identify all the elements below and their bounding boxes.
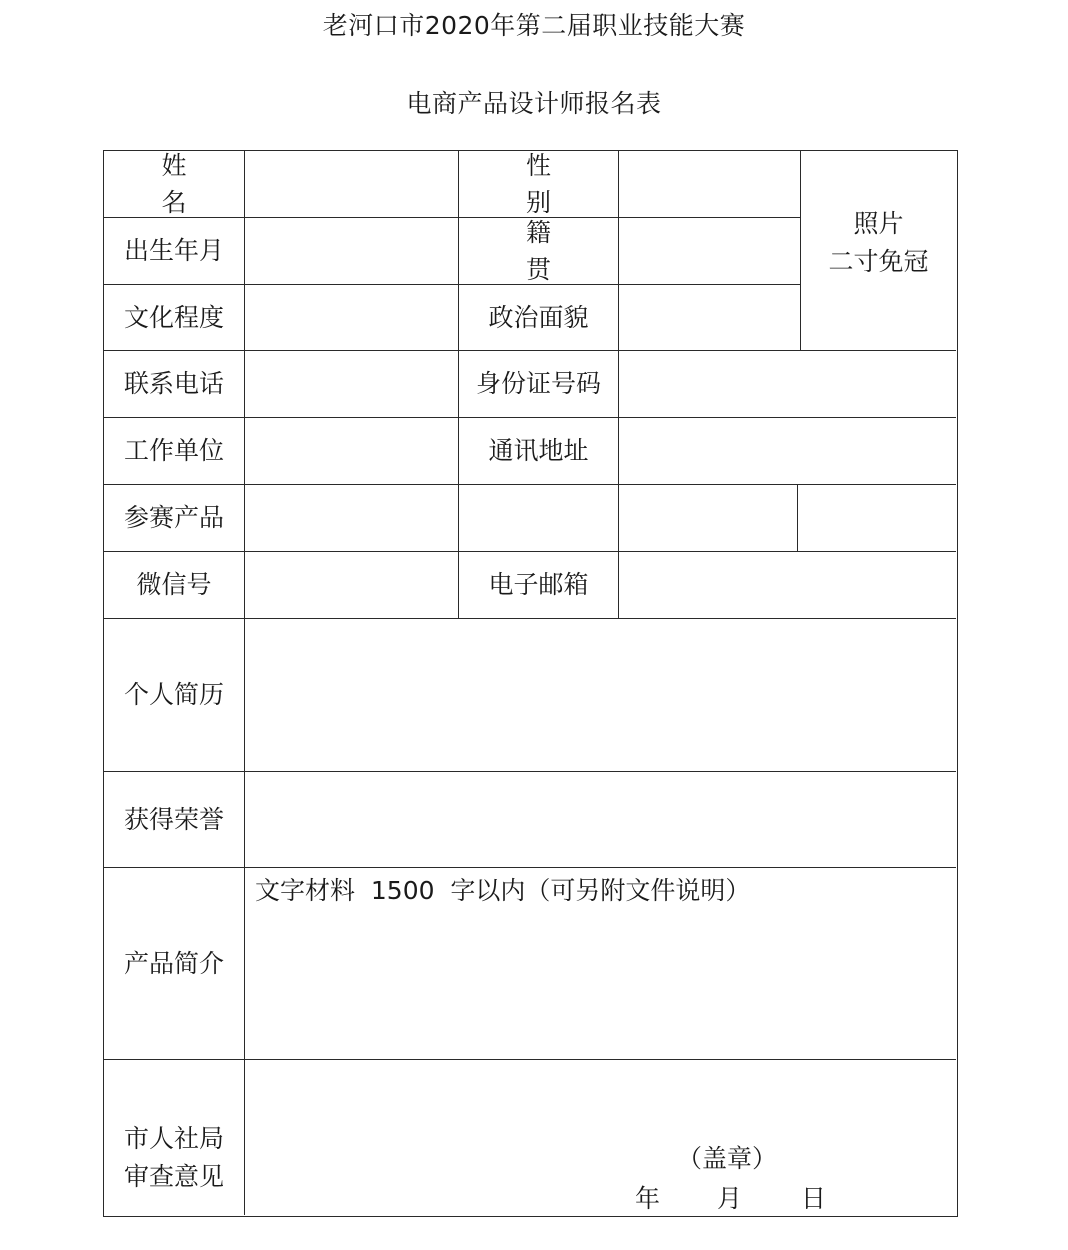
political-label: 政治面貌 (488, 302, 589, 332)
email-label-cell (459, 552, 619, 619)
product-value-cell-4[interactable] (798, 485, 956, 552)
date-month: 月 (717, 1184, 743, 1213)
product-value-cell-1[interactable] (245, 485, 459, 552)
education-value-cell[interactable] (245, 285, 459, 351)
address-value-cell[interactable] (619, 418, 956, 485)
name-value-cell[interactable] (245, 151, 459, 218)
work-value-cell[interactable] (245, 418, 459, 485)
id-label: 身份证号码 (475, 369, 601, 399)
gender-label: 性别 (525, 150, 595, 217)
registration-form-table (103, 150, 958, 1217)
work-label: 工作单位 (123, 436, 224, 466)
honors-label: 获得荣誉 (123, 804, 224, 834)
phone-label: 联系电话 (123, 369, 224, 399)
honors-value-cell[interactable] (245, 772, 956, 868)
document-title: 老河口市2020年第二届职业技能大赛 (322, 11, 746, 40)
political-label-cell (459, 285, 619, 351)
date-year: 年 (635, 1184, 661, 1213)
birth-label: 出生年月 (123, 236, 224, 266)
stamp-label: （盖章） (677, 1144, 778, 1173)
intro-label: 产品简介 (123, 948, 224, 978)
education-label-cell (104, 285, 245, 351)
resume-label: 个人简历 (123, 680, 224, 710)
resume-label-cell (104, 619, 245, 772)
product-value-cell-3[interactable] (619, 485, 798, 552)
intro-label-cell (104, 868, 245, 1060)
phone-label-cell (104, 351, 245, 418)
product-label: 参赛产品 (123, 503, 224, 533)
honors-label-cell (104, 772, 245, 868)
id-value-cell[interactable] (619, 351, 956, 418)
form-title: 电商产品设计师报名表 (406, 89, 662, 118)
native-value-cell[interactable] (619, 218, 801, 285)
review-value-cell[interactable] (245, 1060, 956, 1215)
intro-value-cell[interactable] (245, 868, 956, 1060)
review-label-line1: 市人社局 (123, 1124, 224, 1153)
name-label: 姓名 (161, 150, 231, 217)
political-value-cell[interactable] (619, 285, 801, 351)
gender-label-cell (459, 151, 619, 218)
address-label: 通讯地址 (488, 436, 589, 466)
birth-value-cell[interactable] (245, 218, 459, 285)
phone-value-cell[interactable] (245, 351, 459, 418)
photo-label: 照片 (853, 209, 904, 238)
education-label: 文化程度 (123, 302, 224, 332)
birth-label-cell (104, 218, 245, 285)
resume-value-cell[interactable] (245, 619, 956, 772)
product-value-cell-2[interactable] (459, 485, 619, 552)
address-label-cell (459, 418, 619, 485)
product-label-cell (104, 485, 245, 552)
wechat-label: 微信号 (136, 570, 212, 600)
wechat-value-cell[interactable] (245, 552, 459, 619)
review-label-cell (104, 1060, 245, 1215)
name-label-cell (104, 151, 245, 218)
id-label-cell (459, 351, 619, 418)
intro-hint: 文字材料 1500 字以内（可另附文件说明） (255, 876, 751, 905)
work-label-cell (104, 418, 245, 485)
review-label-line2: 审查意见 (123, 1161, 224, 1191)
photo-cell (801, 151, 956, 351)
native-label-cell (459, 218, 619, 285)
date-day: 日 (801, 1184, 827, 1213)
email-value-cell[interactable] (619, 552, 956, 619)
wechat-label-cell (104, 552, 245, 619)
gender-value-cell[interactable] (619, 151, 801, 218)
native-label: 籍贯 (525, 217, 595, 284)
email-label: 电子邮箱 (488, 570, 589, 600)
photo-size-label: 二寸免冠 (828, 246, 929, 276)
